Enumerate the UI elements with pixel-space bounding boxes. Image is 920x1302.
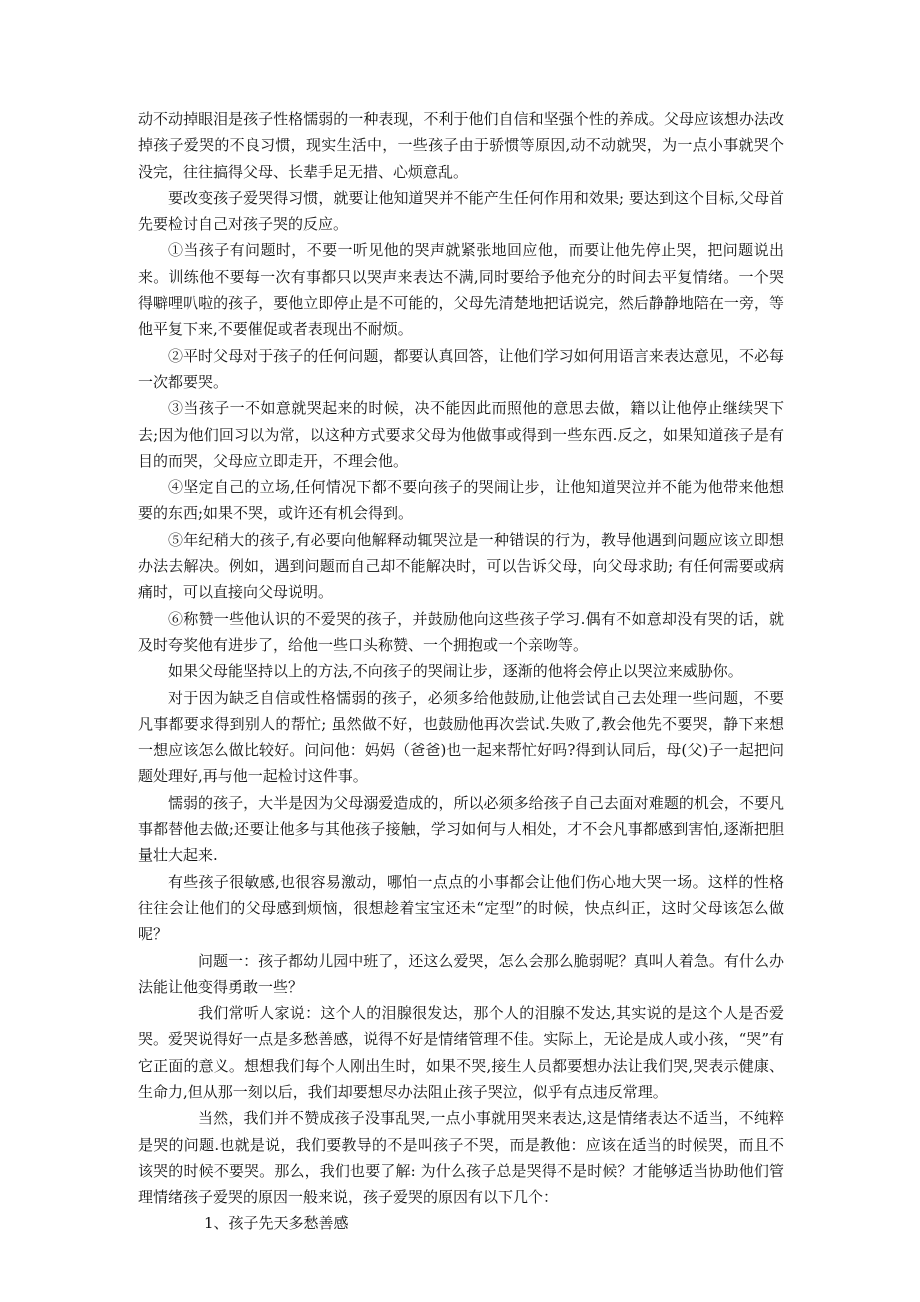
paragraph-7: ⑤年纪稍大的孩子,有必要向他解释动辄哭泣是一种错误的行为，教导他遇到问题应该立即想办法去解决。例如，遇到问题而自己却不能解决时，可以告诉父母，向父母求助; 有任何需要或病痛时，可以直接向父母说明。 (138, 530, 784, 602)
paragraph-2: 要改变孩子爱哭得习惯，就要让他知道哭并不能产生任何作用和效果; 要达到这个目标,父母首先要检讨自己对孩子哭的反应。 (138, 188, 784, 234)
paragraph-5: ③当孩子一不如意就哭起来的时候，决不能因此而照他的意思去做，籍以让他停止继续哭下去;因为他们回习以为常，以这种方式要求父母为他做事或得到一些东西.反之，如果知道孩子是有目的而哭，父母应立即走开，不理会他。 (138, 399, 784, 470)
paragraph-1: 动不动掉眼泪是孩子性格懦弱的一种表现，不利于他们自信和坚强个性的养成。父母应该想办法改掉孩子爱哭的不良习惯，现实生活中，一些孩子由于骄惯等原因,动不动就哭，为一点小事就哭个没完，往往搞得父母、长辈手足无措、心烦意乱。 (138, 110, 784, 181)
paragraph-15: 当然，我们并不赞成孩子没事乱哭,一点小事就用哭来表达,这是情绪表达不适当，不纯粹是哭的问题.也就是说，我们要教导的不是叫孩子不哭，而是教他：应该在适当的时候哭，而且不该哭的时候不要哭。那么，我们也要了解: 为什么孩子总是哭得不是时候？才能够适当协助他们管理情绪孩子爱哭的原因一般来说，孩子爱哭的原因有以下几个： (138, 1109, 784, 1207)
paragraph-11: 懦弱的孩子，大半是因为父母溺爱造成的，所以必须多给孩子自己去面对难题的机会，不要凡事都替他去做;还要让他多与其他孩子接触，学习如何与人相处，才不会凡事都感到害怕,逐渐把胆量壮大起来. (138, 793, 784, 865)
paragraph-9: 如果父母能坚持以上的方法,不向孩子的哭闹让步，逐渐的他将会停止以哭泣来威胁你。 (168, 662, 743, 681)
paragraph-13: 问题一：孩子都幼儿园中班了，还这么爱哭，怎么会那么脆弱呢？真叫人着急。有什么办法能让他变得勇敢一些？ (138, 951, 784, 996)
paragraph-14: 我们常听人家说：这个人的泪腺很发达，那个人的泪腺不发达,其实说的是这个人是否爱哭。爱哭说得好一点是多愁善感，说得不好是情绪管理不佳。实际上，无论是成人或小孩，“哭”有它正面的意义。想想我们每个人刚出生时，如果不哭,接生人员都要想办法让我们哭,哭表示健康、生命力,但从那一刻以后，我们却要想尽办法阻止孩子哭泣，似乎有点违反常理。 (138, 1004, 784, 1101)
document-body (138, 106, 784, 1237)
paragraph-12: 有些孩子很敏感,也很容易激动，哪怕一点点的小事都会让他们伤心地大哭一场。这样的性格往往会让他们的父母感到烦恼，很想趁着宝宝还未“定型”的时候，快点纠正，这时父母该怎么做呢？ (138, 872, 784, 944)
paragraph-4: ②平时父母对于孩子的任何问题，都要认真回答，让他们学习如何用语言来表达意见，不必每一次都要哭。 (138, 346, 784, 391)
paragraph-6: ④坚定自己的立场,任何情况下都不要向孩子的哭闹让步，让他知道哭泣并不能为他带来他想要的东西;如果不哭，或许还有机会得到。 (138, 478, 784, 523)
paragraph-10: 对于因为缺乏自信或性格懦弱的孩子，必须多给他鼓励,让他尝试自己去处理一些问题，不要凡事都要求得到别人的帮忙; 虽然做不好，也鼓励他再次尝试.失败了,教会他先不要哭，静下来想一想应该怎么做比较好。问问他：妈妈（爸爸)也一起来帮忙好吗?得到认同后，母(父)子一起把问题处理好,再与他一起检讨这件事。 (138, 688, 784, 786)
section-heading: 1、孩子先天多愁善感 (204, 1214, 349, 1233)
paragraph-8: ⑥称赞一些他认识的不爱哭的孩子，并鼓励他向这些孩子学习.偶有不如意却没有哭的话，就及时夸奖他有进步了，给他一些口头称赞、一个拥抱或一个亲吻等。 (138, 609, 784, 654)
paragraph-3: ①当孩子有问题时，不要一听见他的哭声就紧张地回应他，而要让他先停止哭，把问题说出来。训练他不要每一次有事都只以哭声来表达不满,同时要给予他充分的时间去平复情绪。一个哭得噼哩叭啦的孩子，要他立即停止是不可能的，父母先清楚地把话说完，然后静静地陪在一旁，等他平复下来,不要催促或者表现出不耐烦。 (138, 241, 784, 339)
